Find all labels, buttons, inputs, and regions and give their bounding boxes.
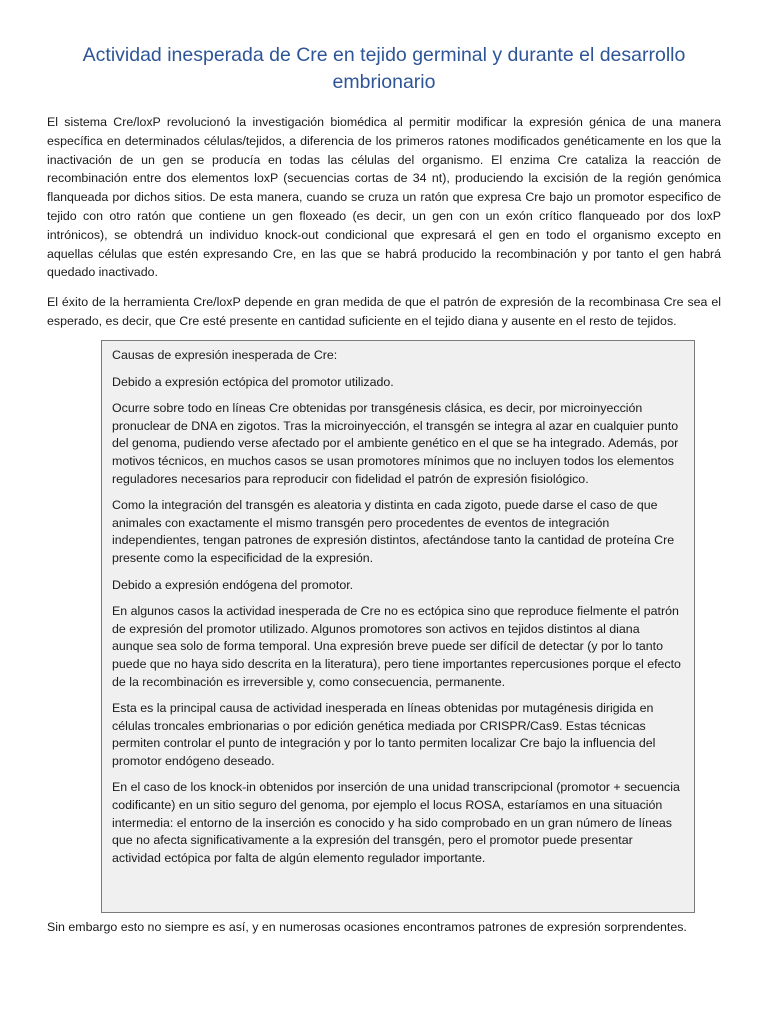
ectopic-cause-heading: Debido a expresión ectópica del promotor utilizado.	[112, 374, 394, 389]
causes-callout-box	[101, 340, 695, 913]
endogenous-cause-paragraph-3: En el caso de los knock-in obtenidos por inserción de una unidad transcripcional (promotor + secuencia codificante) en un sitio seguro del genoma, por ejemplo el locus ROSA, estaríamos en una situación intermedia: el entorno de la inserción es conocido y ha sido comprobado en un gran número de líneas que no afecta significativamente a la expresión del transgén, pero el promotor puede presentar actividad ectópica por falta de algún elemento regulador importante.	[112, 780, 680, 865]
ectopic-cause-paragraph-2: Como la integración del transgén es aleatoria y distinta en cada zigoto, puede darse el caso de que animales con exactamente el mismo transgén pero procedentes de eventos de integración independientes, tengan patrones de expresión distintos, afectándose tanto la cantidad de proteína Cre presente como la especificidad de la expresión.	[112, 498, 675, 565]
endogenous-cause-heading: Debido a expresión endógena del promotor.	[112, 577, 354, 592]
callout-heading: Causas de expresión inesperada de Cre:	[112, 348, 338, 362]
closing-paragraph: Sin embargo esto no siempre es así, y en numerosas ocasiones encontramos patrones de expresión sorprendentes.	[47, 920, 687, 934]
intro-paragraph: El sistema Cre/loxP revolucionó la investigación biomédica al permitir modificar la expresión génica de una manera específica en determinados células/tejidos, a diferencia de los primeros ratones modificados genéticamente en los que la inactivación de un gen se producía en todas las células del organismo. El enzima Cre cataliza la reacción de recombinación entre dos elementos loxP (secuencias cortas de 34 nt), produciendo la excisión de la región genómica flanqueada por dichos sitios. De esta manera, cuando se cruza un ratón que expresa Cre bajo un promotor especifico de tejido con otro ratón que contiene un gen floxeado (es decir, un gen con un exón crítico flanqueado por dos loxP intrónicos), se obtendrá un individuo knock-out condicional que expresará el gen en todo el organismo excepto en aquellas células que estén expresando Cre, en las que se habrá producido la recombinación y por tanto el gen habrá quedado inactivado.	[47, 115, 721, 280]
success-paragraph: El éxito de la herramienta Cre/loxP depende en gran medida de que el patrón de expresión de la recombinasa Cre sea el esperado, es decir, que Cre esté presente en cantidad suficiente en el tejido diana y ausente en el resto de tejidos.	[47, 295, 721, 328]
endogenous-cause-paragraph-1: En algunos casos la actividad inesperada de Cre no es ectópica sino que reproduce fielmente el patrón de expresión del promotor utilizado. Algunos promotores son activos en tejidos distintos al diana aunque sea solo de forma temporal. Una expresión breve puede ser difícil de detectar (y por lo tanto puede que no haya sido descrita en la literatura), pero tiene importantes repercusiones porque el efecto de la recombinación es irreversible y, como consecuencia, permanente.	[112, 604, 681, 689]
ectopic-cause-paragraph-1: Ocurre sobre todo en líneas Cre obtenidas por transgénesis clásica, es decir, por microinyección pronuclear de DNA en zigotos. Tras la microinyección, el transgén se integra al azar en cualquier punto del genoma, pudiendo verse afectado por el ambiente genético en el que se ha integrado. Además, por motivos técnicos, en muchos casos se usan promotores mínimos que no incluyen todos los elementos reguladores necesarios para reproducir con fidelidad el patrón de expresión fisiológico.	[112, 401, 679, 486]
document-title: Actividad inesperada de Cre en tejido germinal y durante el desarrollo embrionario	[82, 44, 686, 93]
endogenous-cause-paragraph-2: Esta es la principal causa de actividad inesperada en líneas obtenidas por mutagénesis dirigida en células troncales embrionarias o por edición genética mediada por CRISPR/Cas9. Estas técnicas permiten controlar el punto de integración y por lo tanto permiten localizar Cre bajo la influencia del promotor endógeno deseado.	[112, 701, 656, 768]
